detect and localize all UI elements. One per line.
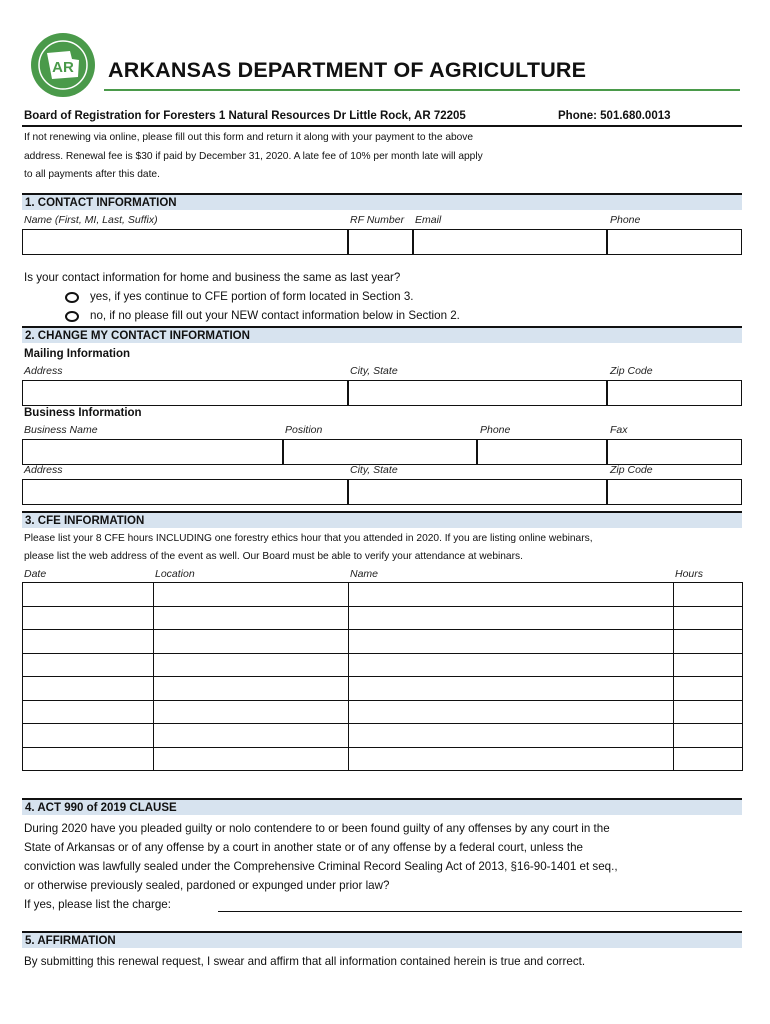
cfe-row [23,677,743,701]
name-field[interactable] [22,229,348,255]
cfe-date-cell[interactable] [23,747,154,771]
cfe-hours-cell[interactable] [674,606,743,630]
cfe-row [23,747,743,771]
arkansas-agriculture-logo [30,32,96,98]
cfe-date-cell[interactable] [23,700,154,724]
cfe-instructions: Please list your 8 CFE hours INCLUDING one forestry ethics hour that you attended in 2020. If you are listing online webinars, [24,533,593,544]
cfe-location-cell[interactable] [154,747,349,771]
cfe-hours-cell[interactable] [674,653,743,677]
cfe-date-cell[interactable] [23,606,154,630]
rf-number-label: RF Number [350,214,405,226]
cfe-date-cell[interactable] [23,677,154,701]
cfe-hours-cell[interactable] [674,677,743,701]
title-divider [104,89,740,91]
cfe-row [23,700,743,724]
section-1-header: 1. CONTACT INFORMATION [22,193,742,210]
intro-line: If not renewing via online, please fill out this form and return it along with your payment to the above [24,132,474,143]
business-phone-field[interactable] [477,439,607,465]
radio-no[interactable] [65,311,79,322]
phone-field[interactable] [607,229,742,255]
cfe-location-header: Location [155,568,195,580]
cfe-date-cell[interactable] [23,630,154,654]
business-address-label: Address [24,464,63,476]
cfe-date-cell[interactable] [23,724,154,748]
cfe-name-header: Name [350,568,379,580]
business-address-field[interactable] [22,479,348,505]
business-phone-label: Phone [480,424,511,436]
cfe-location-cell[interactable] [154,677,349,701]
cfe-row [23,653,743,677]
fax-field[interactable] [607,439,742,465]
section-5-header: 5. AFFIRMATION [22,931,742,948]
cfe-row [23,630,743,654]
mailing-city-field[interactable] [348,380,607,406]
cfe-date-cell[interactable] [23,653,154,677]
cfe-instructions: please list the web address of the event as well. Our Board must be able to verify your attendance at webinars. [24,551,523,562]
cfe-name-cell[interactable] [349,677,674,701]
charge-input-line[interactable] [218,911,742,912]
rf-number-field[interactable] [348,229,413,255]
cfe-table [22,582,743,771]
business-name-label: Business Name [24,424,98,436]
cfe-row [23,583,743,607]
cfe-location-cell[interactable] [154,606,349,630]
section-3-header: 3. CFE INFORMATION [22,511,742,528]
position-field[interactable] [283,439,477,465]
cfe-hours-cell[interactable] [674,700,743,724]
board-address: Board of Registration for Foresters 1 Natural Resources Dr Little Rock, AR 72205 [24,110,466,122]
position-label: Position [285,424,323,436]
act-990-text: conviction was lawfully sealed under the Comprehensive Criminal Record Sealing Act of 2013, §16-90-1401 et seq., [24,860,618,873]
business-zip-label: Zip Code [610,464,653,476]
board-phone: Phone: 501.680.0013 [558,110,671,122]
cfe-name-cell[interactable] [349,653,674,677]
intro-paragraph [24,129,584,185]
cfe-name-cell[interactable] [349,724,674,748]
cfe-row [23,606,743,630]
cfe-name-cell[interactable] [349,583,674,607]
cfe-location-cell[interactable] [154,700,349,724]
cfe-name-cell[interactable] [349,630,674,654]
business-city-label: City, State [350,464,398,476]
cfe-date-header: Date [24,568,47,580]
radio-yes-label: yes, if yes continue to CFE portion of form located in Section 3. [90,290,414,303]
cfe-hours-cell[interactable] [674,630,743,654]
cfe-hours-cell[interactable] [674,724,743,748]
header-divider [22,125,742,127]
act-990-text: State of Arkansas or of any offense by a court in another state or of any offense by a federal court, unless the [24,841,583,854]
cfe-location-cell[interactable] [154,583,349,607]
mailing-zip-field[interactable] [607,380,742,406]
fax-label: Fax [610,424,628,436]
mailing-address-field[interactable] [22,380,348,406]
cfe-date-cell[interactable] [23,583,154,607]
svg-text:AR: AR [52,59,74,76]
page-title: ARKANSAS DEPARTMENT OF AGRICULTURE [108,58,587,82]
mailing-city-label: City, State [350,365,398,377]
business-name-field[interactable] [22,439,283,465]
mailing-zip-label: Zip Code [610,365,653,377]
cfe-location-cell[interactable] [154,653,349,677]
intro-line: to all payments after this date. [24,169,160,180]
cfe-name-cell[interactable] [349,606,674,630]
affirmation-text: By submitting this renewal request, I swear and affirm that all information contained herein is true and correct. [24,955,586,968]
phone-label: Phone [610,214,641,226]
radio-no-label: no, if no please fill out your NEW contact information below in Section 2. [90,309,460,322]
mailing-info-heading: Mailing Information [24,348,131,360]
cfe-hours-cell[interactable] [674,747,743,771]
cfe-location-cell[interactable] [154,724,349,748]
business-city-field[interactable] [348,479,607,505]
email-label: Email [415,214,442,226]
mailing-address-label: Address [24,365,63,377]
cfe-hours-cell[interactable] [674,583,743,607]
act-990-text: During 2020 have you pleaded guilty or nolo contendere to or been found guilty of any offenses by any court in the [24,822,610,835]
cfe-hours-header: Hours [675,568,704,580]
email-field[interactable] [413,229,607,255]
section-4-header: 4. ACT 990 of 2019 CLAUSE [22,798,742,815]
cfe-name-cell[interactable] [349,700,674,724]
name-label: Name (First, MI, Last, Suffix) [24,214,158,226]
cfe-row [23,724,743,748]
intro-line: address. Renewal fee is $30 if paid by December 31, 2020. A late fee of 10% per month late will apply [24,150,483,162]
same-info-question: Is your contact information for home and business the same as last year? [24,271,401,284]
business-zip-field[interactable] [607,479,742,505]
business-info-heading: Business Information [24,407,142,419]
charge-prompt: If yes, please list the charge: [24,898,171,911]
radio-yes[interactable] [65,292,79,303]
section-2-header: 2. CHANGE MY CONTACT INFORMATION [22,326,742,343]
cfe-location-cell[interactable] [154,630,349,654]
cfe-name-cell[interactable] [349,747,674,771]
act-990-text: or otherwise previously sealed, pardoned or expunged under prior law? [24,879,390,892]
